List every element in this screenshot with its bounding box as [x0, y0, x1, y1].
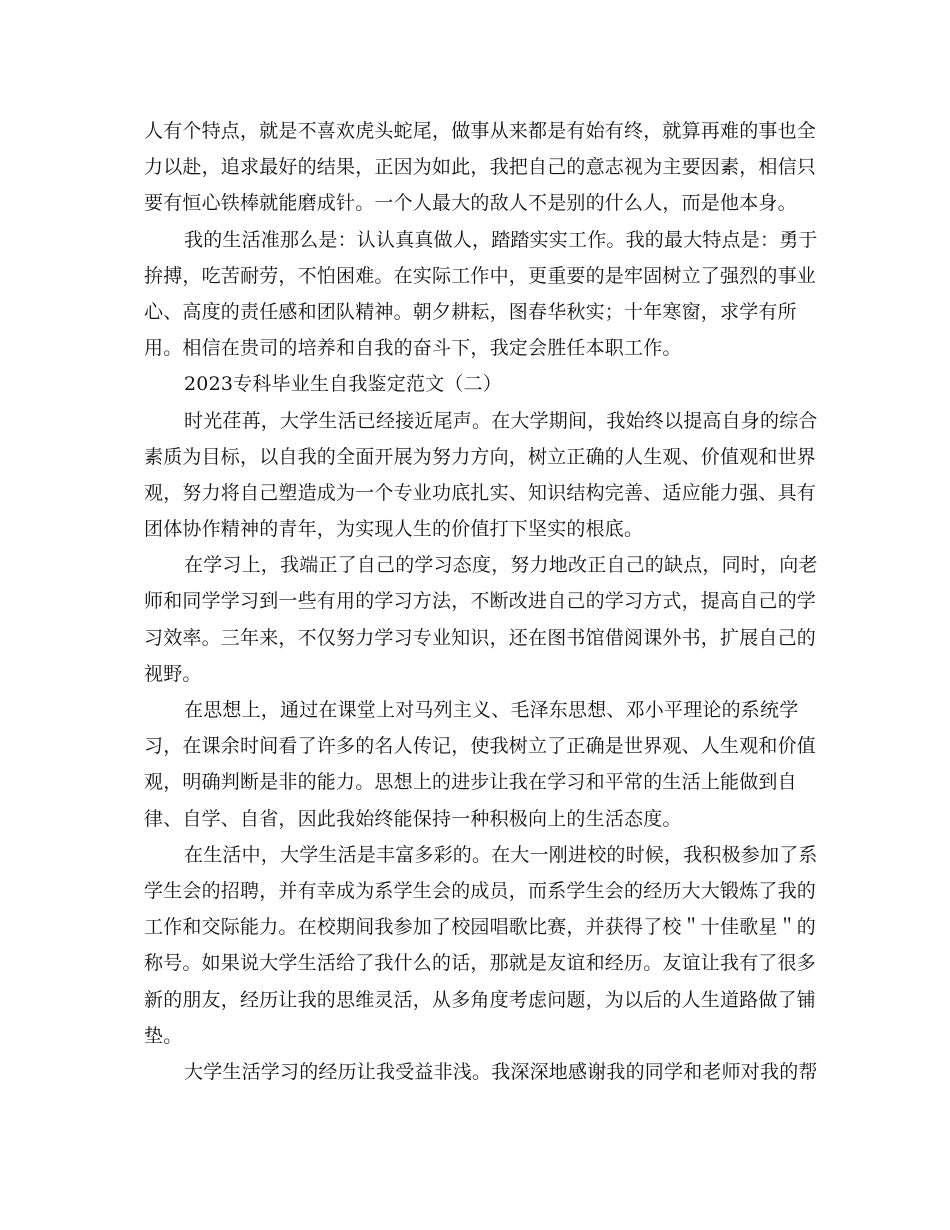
- text-line: 观，努力将自己塑造成为一个专业功底扎实、知识结构完善、适应能力强、具有: [144, 481, 817, 504]
- text-line: 2023专科毕业生自我鉴定范文（二）: [184, 373, 502, 396]
- text-line: 在思想上，通过在课堂上对马列主义、毛泽东思想、邓小平理论的系统学: [184, 699, 799, 721]
- text-line: 新的朋友，经历让我的思维灵活，从多角度考虑问题，为以后的人生道路做了铺: [144, 988, 817, 1011]
- text-line: 观，明确判断是非的能力。思想上的进步让我在学习和平常的生活上能做到自: [144, 771, 797, 794]
- text-line: 工作和交际能力。在校期间我参加了校园唱歌比赛，并获得了校＂十佳歌星＂的: [144, 916, 817, 939]
- text-line: 在生活中，大学生活是丰富多彩的。在大一刚进校的时候，我积极参加了系: [184, 843, 818, 866]
- text-line: 团体协作精神的青年，为实现人生的价值打下坚实的根底。: [144, 518, 644, 541]
- text-line: 垫。: [144, 1024, 183, 1047]
- text-line: 用。相信在贵司的培养和自我的奋斗下，我定会胜任本职工作。: [144, 337, 682, 360]
- text-line: 视野。: [144, 662, 202, 685]
- text-line: 拚搏，吃苦耐劳，不怕困难。在实际工作中，更重要的是牢固树立了强烈的事业: [144, 264, 817, 287]
- text-line: 我的生活准那么是：认认真真做人，踏踏实实工作。我的最大特点是：勇于: [184, 228, 818, 251]
- text-line: 律、自学、自省，因此我始终能保持一种积极向上的生活态度。: [144, 807, 682, 830]
- text-line: 心、高度的责任感和团队精神。朝夕耕耘，图春华秋实；十年寒窗，求学有所: [144, 300, 797, 323]
- document-body: [144, 113, 818, 1090]
- text-line: 称号。如果说大学生活给了我什么的话，那就是友谊和经历。友谊让我有了很多: [144, 952, 817, 975]
- text-line: 要有恒心铁棒就能磨成针。一个人最大的敌人不是别的什么人，而是他本身。: [144, 192, 797, 215]
- text-line: 素质为目标，以自我的全面开展为努力方向，树立正确的人生观、价值观和世界: [144, 445, 817, 468]
- text-line: 人有个特点，就是不喜欢虎头蛇尾，做事从来都是有始有终，就算再难的事也全: [144, 120, 817, 142]
- text-line: 力以赴，追求最好的结果，正因为如此，我把自己的意志视为主要因素，相信只: [144, 156, 817, 179]
- text-line: 在学习上，我端正了自己的学习态度，努力地改正自己的缺点，同时，向老: [184, 554, 818, 577]
- text-line: 师和同学学习到一些有用的学习方法，不断改进自己的学习方式，提高自己的学: [144, 590, 817, 613]
- text-line: 学生会的招聘，并有幸成为系学生会的成员，而系学生会的经历大大锻炼了我的: [144, 879, 817, 902]
- text-line: 大学生活学习的经历让我受益非浅。我深深地感谢我的同学和老师对我的帮: [184, 1060, 818, 1083]
- text-line: 习，在课余时间看了许多的名人传记，使我树立了正确是世界观、人生观和价值: [144, 735, 817, 758]
- text-line: 习效率。三年来，不仅努力学习专业知识，还在图书馆借阅课外书，扩展自己的: [144, 626, 817, 649]
- text-line: 时光荏苒，大学生活已经接近尾声。在大学期间，我始终以提高自身的综合: [184, 409, 818, 432]
